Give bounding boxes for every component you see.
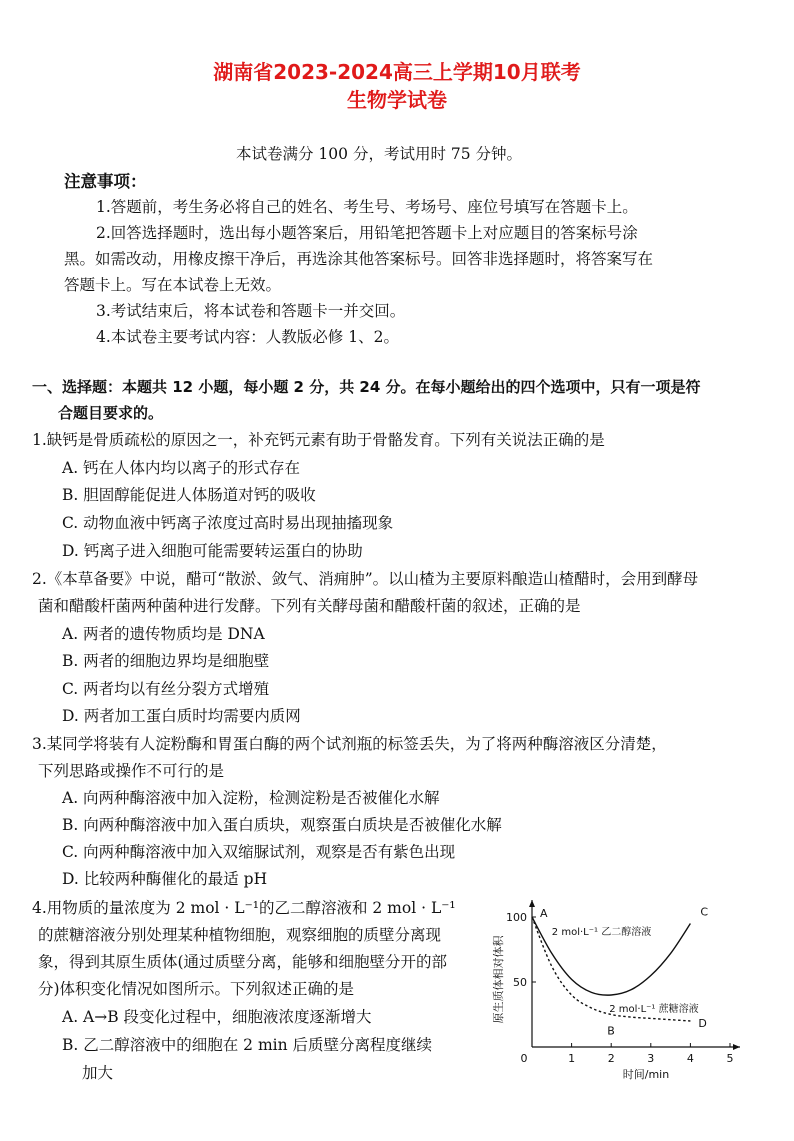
- x-tick-label: 5: [726, 1052, 734, 1065]
- q4-option-a: A. A→B 段变化过程中，细胞液浓度逐渐增大: [62, 1008, 372, 1026]
- point-label-a: A: [540, 907, 548, 920]
- q1-option-b: B. 胆固醇能促进人体肠道对钙的吸收: [62, 486, 316, 504]
- q2-option-b: B. 两者的细胞边界均是细胞壁: [62, 652, 270, 670]
- q3-option-b: B. 向两种酶溶液中加入蛋白质块，观察蛋白质块是否被催化水解: [62, 816, 502, 834]
- x-tick-label: 3: [647, 1052, 655, 1065]
- section-heading-line2: 合题目要求的。: [58, 404, 164, 422]
- q1-option-c: C. 动物血液中钙离子浓度过高时易出现抽搐现象: [62, 514, 394, 532]
- q4-stem-line1: 4.用物质的量浓度为 2 mol · L⁻¹的乙二醇溶液和 2 mol · L⁻¹: [32, 899, 456, 917]
- x-tick-label: 4: [686, 1052, 694, 1065]
- q3-stem-line1: 3.某同学将装有人淀粉酶和胃蛋白酶的两个试剂瓶的标签丢失，为了将两种酶溶液区分清楚，: [32, 735, 667, 753]
- q3-option-c: C. 向两种酶溶液中加入双缩脲试剂，观察是否有紫色出现: [62, 843, 456, 861]
- q2-stem-line1: 2.《本草备要》中说，醋可“散淤、敛气、消痈肿”。以山楂为主要原料酿造山楂醋时，会用到酵母: [32, 570, 699, 588]
- x-tick-label: 2: [607, 1052, 615, 1065]
- point-label-c: C: [700, 905, 709, 919]
- q1-option-a: A. 钙在人体内均以离子的形式存在: [62, 459, 301, 477]
- q2-stem-line2: 菌和醋酸杆菌两种菌种进行发酵。下列有关酵母菌和醋酸杆菌的叙述，正确的是: [38, 597, 581, 615]
- q3-stem-line2: 下列思路或操作不可行的是: [38, 762, 225, 780]
- point-label-b: B: [607, 1024, 615, 1038]
- point-label-d: D: [698, 1017, 707, 1030]
- exam-title: 湖南省2023-2024高三上学期10月联考: [213, 60, 581, 84]
- q2-option-c: C. 两者均以有丝分裂方式增殖: [62, 680, 270, 698]
- exam-subtitle: 生物学试卷: [347, 88, 447, 112]
- x-tick-label: 0: [520, 1052, 528, 1065]
- q2-option-d: D. 两者加工蛋白质时均需要内质网: [62, 707, 301, 725]
- q2-option-a: A. 两者的遗传物质均是 DNA: [62, 625, 265, 643]
- q4-option-b-line1: B. 乙二醇溶液中的细胞在 2 min 后质壁分离程度继续: [62, 1036, 433, 1054]
- x-axis-label: 时间/min: [622, 1068, 670, 1081]
- notice-heading: 注意事项：: [64, 172, 147, 191]
- series-label-ethylene-glycol: 2 mol·L⁻¹ 乙二醇溶液: [551, 927, 652, 939]
- q1-stem: 1.缺钙是骨质疏松的原因之一，补充钙元素有助于骨骼发育。下列有关说法正确的是: [32, 431, 605, 449]
- x-axis-arrow: [733, 1044, 740, 1050]
- section-heading-line1: 一、选择题：本题共 12 小题，每小题 2 分，共 24 分。在每小题给出的四个选项中，只有一项是符: [32, 378, 701, 396]
- q3-option-a: A. 向两种酶溶液中加入淀粉，检测淀粉是否被催化水解: [62, 789, 440, 807]
- notice-item-1: 1.答题前，考生务必将自己的姓名、考生号、考场号、座位号填写在答题卡上。: [96, 198, 638, 216]
- exam-info: 本试卷满分 100 分，考试用时 75 分钟。: [236, 145, 523, 163]
- notice-item-2c: 答题卡上。写在本试卷上无效。: [64, 276, 282, 294]
- y-tick-label: 50: [513, 976, 527, 989]
- q4-stem-line2: 的蔗糖溶液分别处理某种植物细胞，观察细胞的质壁分离现: [38, 926, 442, 944]
- y-tick-label: 100: [506, 911, 527, 924]
- notice-item-4: 4.本试卷主要考试内容：人教版必修 1、2。: [96, 328, 399, 346]
- notice-item-2a: 2.回答选择题时，选出每小题答案后，用铅笔把答题卡上对应题目的答案标号涂: [96, 224, 638, 242]
- y-axis-label: 原生质体相对体积: [492, 935, 505, 1024]
- q3-option-d: D. 比较两种酶催化的最适 pH: [62, 870, 268, 888]
- q1-option-d: D. 钙离子进入细胞可能需要转运蛋白的协助: [62, 542, 363, 560]
- protoplast-volume-chart: [490, 892, 750, 1082]
- q4-stem-line4: 分)体积变化情况如图所示。下列叙述正确的是: [38, 980, 355, 998]
- x-tick-label: 1: [568, 1052, 576, 1065]
- q4-stem-line3: 象，得到其原生质体(通过质壁分离，能够和细胞壁分开的部: [38, 953, 448, 971]
- q4-option-b-line2: 加大: [82, 1064, 114, 1082]
- y-axis-arrow: [529, 900, 535, 907]
- notice-item-2b: 黑。如需改动，用橡皮擦干净后，再选涂其他答案标号。回答非选择题时，将答案写在: [64, 250, 654, 268]
- notice-item-3: 3.考试结束后，将本试卷和答题卡一并交回。: [96, 302, 406, 320]
- series-label-sucrose: 2 mol·L⁻¹ 蔗糖溶液: [609, 1003, 699, 1015]
